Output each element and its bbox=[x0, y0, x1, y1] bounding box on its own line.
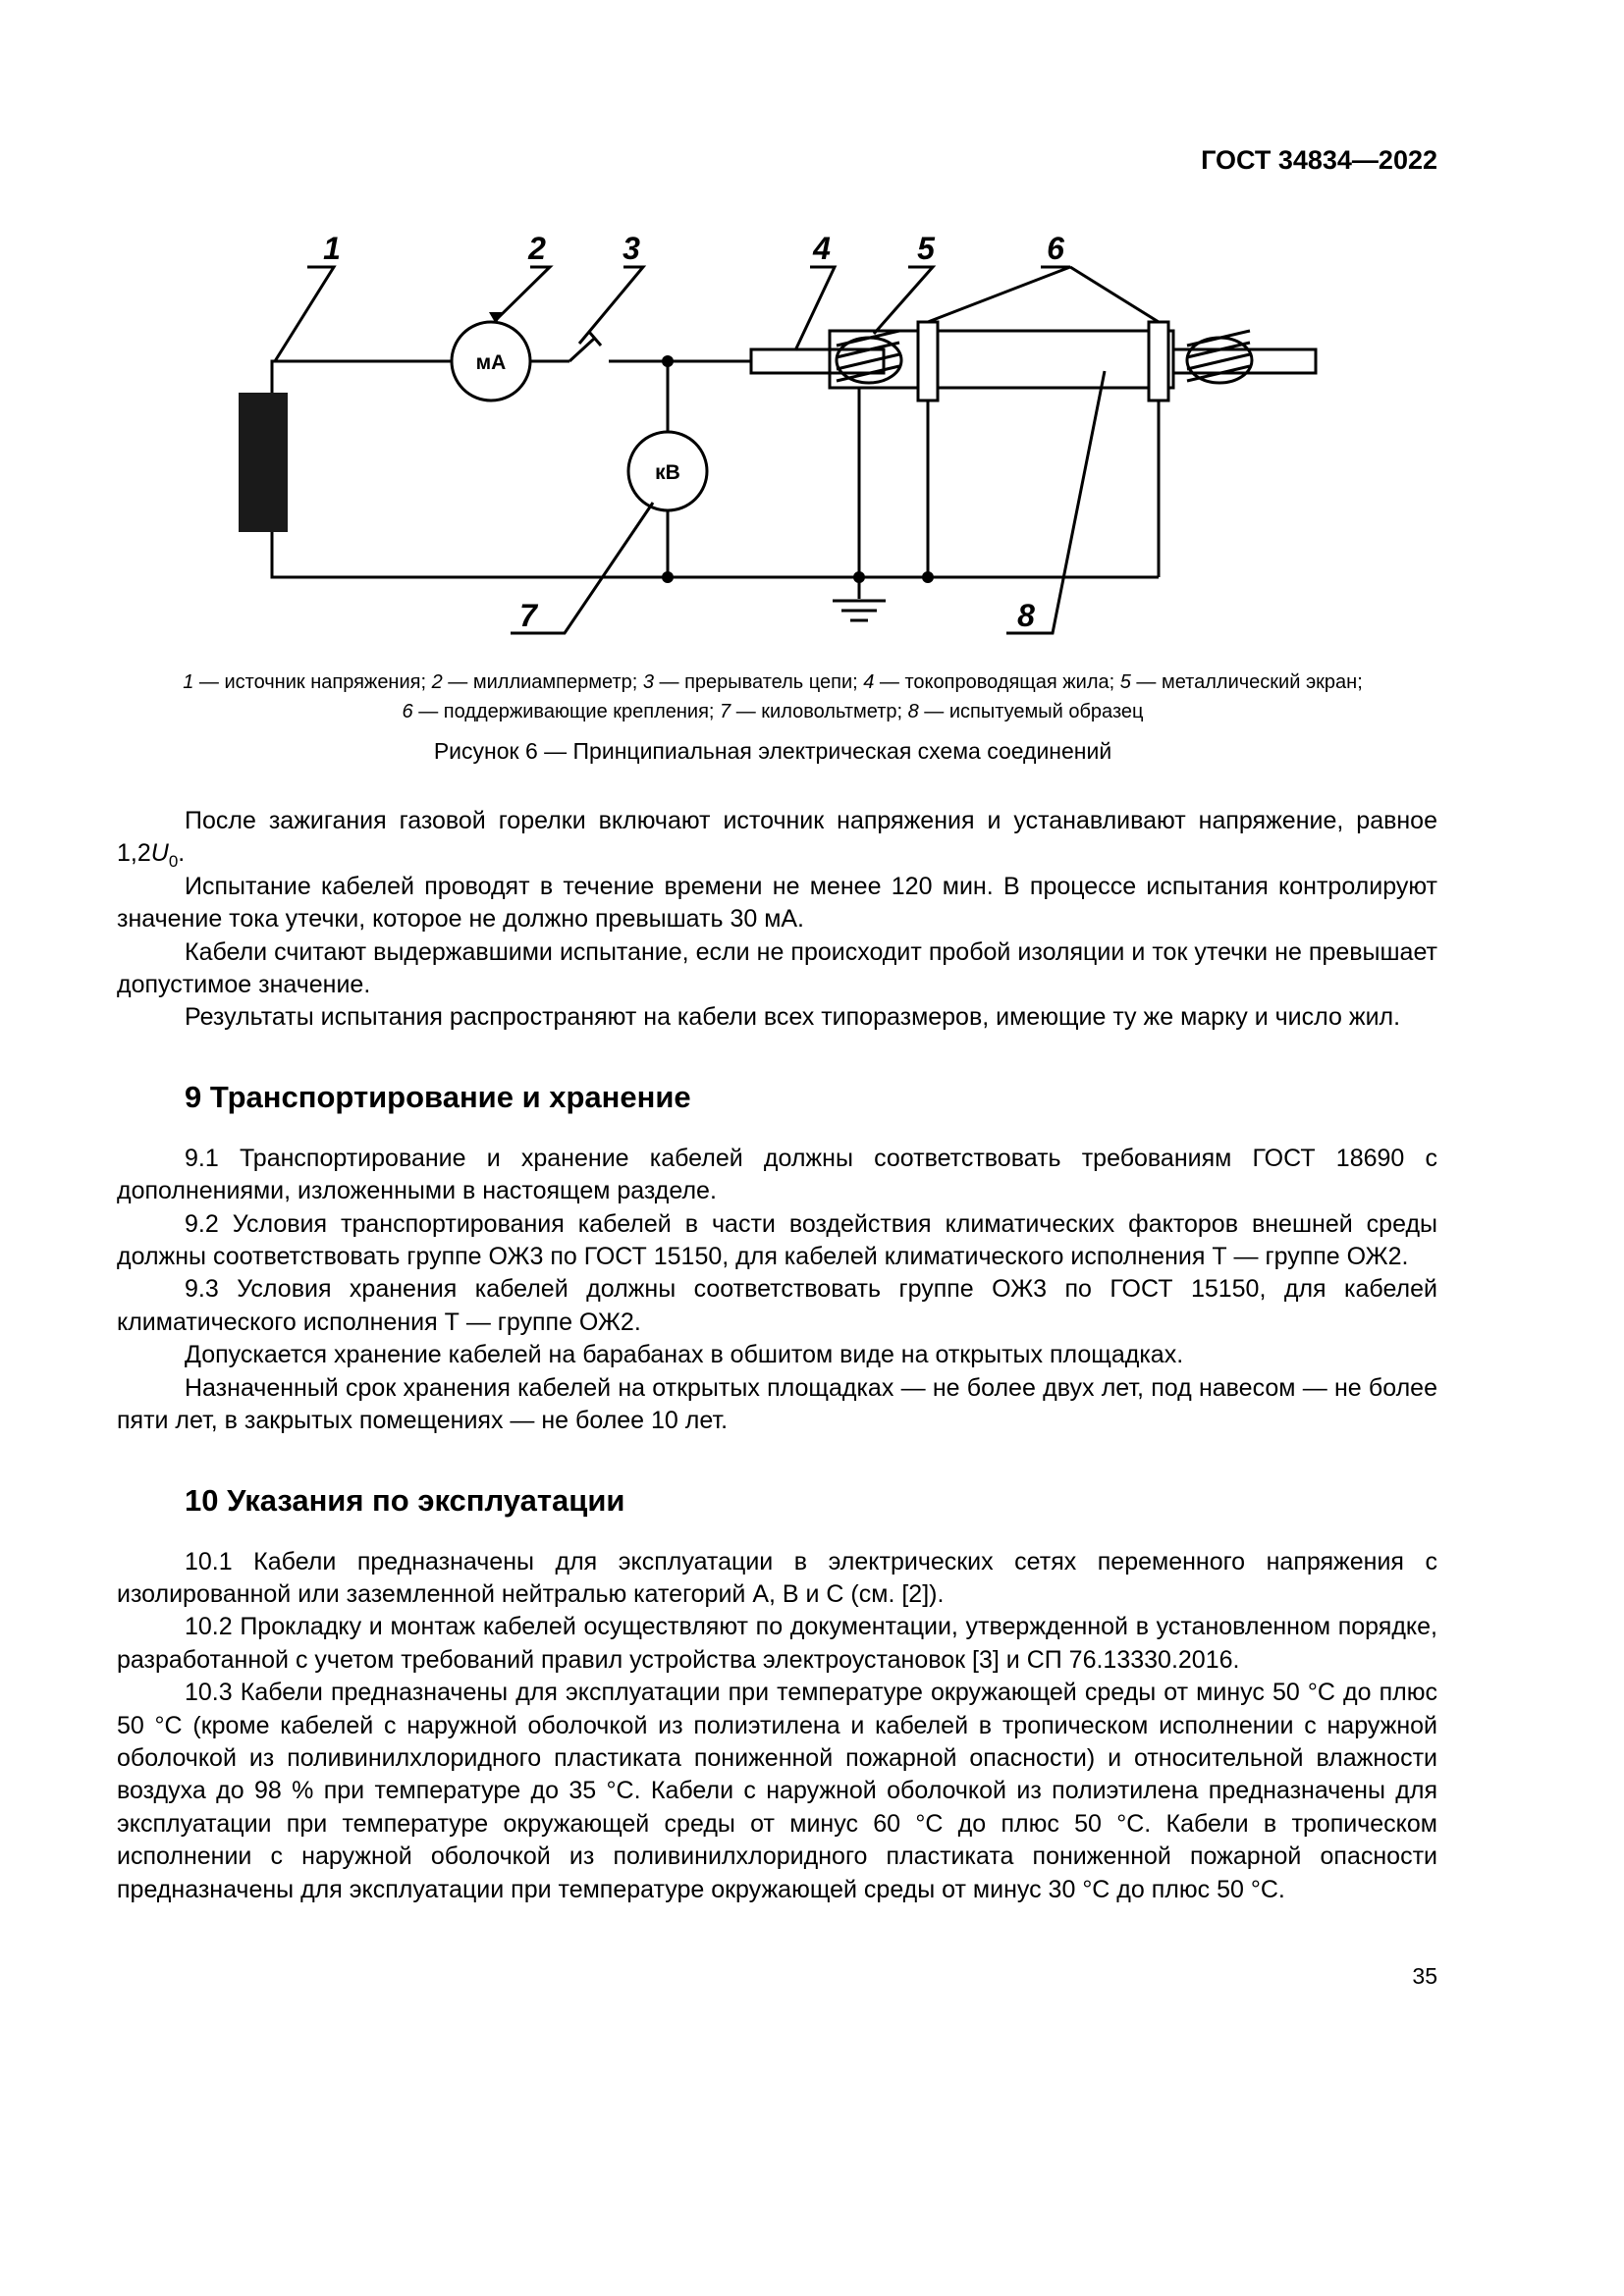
callout-7: 7 bbox=[519, 598, 537, 633]
paragraph-end: . bbox=[178, 839, 186, 868]
section-10-heading: 10 Указания по эксплуатации bbox=[185, 1482, 625, 1518]
section-9-heading: 9 Транспортирование и хранение bbox=[185, 1079, 691, 1114]
paragraph: 9.3 Условия хранения кабелей должны соответствовать группе ОЖ3 по ГОСТ 15150, для кабелей климатического исполнения Т — группе ОЖ2. bbox=[117, 1275, 1437, 1336]
legend-num: 7 bbox=[720, 701, 731, 722]
main-text bbox=[117, 805, 1437, 1906]
paragraph: 10.1 Кабели предназначены для эксплуатации в электрических сетях переменного напряжения с изолированной или заземленной нейтралью категорий А, В и С (см. [2]). bbox=[117, 1547, 1437, 1608]
paragraph: Назначенный срок хранения кабелей на открытых площадках — не более двух лет, под навесом — не более пяти лет, в закрытых помещениях — не более 10 лет. bbox=[117, 1373, 1437, 1435]
metal-screen-left bbox=[837, 331, 901, 383]
legend-text: — металлический экран; bbox=[1130, 671, 1363, 693]
support-left bbox=[918, 322, 938, 400]
leader-6a bbox=[928, 267, 1070, 322]
voltage-subscript: 0 bbox=[168, 852, 179, 872]
kilovoltmeter-label: кВ bbox=[655, 461, 680, 484]
conductor-right bbox=[1173, 349, 1316, 373]
legend-num: 6 bbox=[402, 701, 413, 722]
paragraph: 9.1 Транспортирование и хранение кабелей должны соответствовать требованиям ГОСТ 18690 с дополнениями, изложенными в настоящем разделе. bbox=[117, 1144, 1437, 1205]
legend-text: — источник напряжения; bbox=[193, 671, 432, 693]
leader-1 bbox=[275, 267, 334, 361]
legend-text: — поддерживающие крепления; bbox=[412, 701, 721, 722]
figure-legend bbox=[108, 667, 1437, 726]
paragraph: Испытание кабелей проводят в течение времени не менее 120 мин. В процессе испытания контролируют значение тока утечки, которое не должно превышать 30 мА. bbox=[117, 872, 1437, 934]
callout-6: 6 bbox=[1047, 231, 1064, 266]
paragraph: 10.2 Прокладку и монтаж кабелей осуществляют по документации, утвержденной в установленном порядке, разработанной с учетом требований правил устройства электроустановок [3] и СП 76.13330.2016. bbox=[117, 1613, 1437, 1674]
legend-text: — киловольтметр; bbox=[731, 701, 908, 722]
callout-4: 4 bbox=[813, 231, 831, 266]
circuit-diagram bbox=[108, 216, 1516, 648]
paragraph: Допускается хранение кабелей на барабанах в обшитом виде на открытых площадках. bbox=[185, 1341, 1184, 1369]
junction-dot bbox=[922, 571, 934, 583]
metal-screen-right bbox=[1187, 331, 1252, 383]
wire-bottom-bus bbox=[272, 532, 1159, 577]
callout-2: 2 bbox=[528, 231, 546, 266]
voltage-symbol: U bbox=[150, 839, 169, 868]
paragraph: 10.3 Кабели предназначены для эксплуатации при температуре окружающей среды от минус 50 °С до плюс 50 °С (кроме кабелей с наружной оболочкой из полиэтилена и кабелей в тропическом исполнении с наружной оболочкой из поливинилхлоридного пластиката пониженной пожарной опасности) и относительной влажности воздуха до 98 % при температуре до 35 °С. Кабели с наружной оболочкой из полиэтилена предназначены для эксплуатации при температуре окружающей среды от минус 60 °С до плюс 50 °С. Кабели в тропическом исполнении с наружной оболочкой из поливинилхлоридного пластиката пониженной пожарной опасности предназначены для эксплуатации при температуре окружающей среды от минус 30 °С до плюс 50 °С. bbox=[117, 1679, 1437, 1903]
ground-icon bbox=[833, 601, 886, 620]
junction-dot bbox=[662, 571, 674, 583]
legend-num: 4 bbox=[863, 671, 875, 693]
legend-num: 1 bbox=[183, 671, 194, 693]
paragraph bbox=[117, 805, 1437, 871]
leader-2 bbox=[496, 267, 550, 320]
legend-num: 8 bbox=[907, 701, 919, 722]
document-header: ГОСТ 34834—2022 bbox=[1201, 145, 1437, 175]
paragraph-text: После зажигания газовой горелки включают источник напряжения и устанавливают напряжение, равное 1,2 bbox=[117, 807, 1437, 868]
circuit-svg bbox=[108, 216, 1516, 648]
wire-source-to-ma bbox=[272, 361, 452, 393]
legend-num: 2 bbox=[431, 671, 443, 693]
junction-dot bbox=[662, 355, 674, 367]
callout-8: 8 bbox=[1017, 598, 1035, 633]
support-right bbox=[1149, 322, 1168, 400]
junction-dot bbox=[853, 571, 865, 583]
callout-5: 5 bbox=[917, 231, 935, 266]
legend-text: — токопроводящая жила; bbox=[874, 671, 1120, 693]
page-number: 35 bbox=[1412, 1963, 1437, 1989]
leader-8 bbox=[1006, 371, 1105, 633]
paragraph: Результаты испытания распространяют на кабели всех типоразмеров, имеющие ту же марку и число жил. bbox=[185, 1003, 1401, 1032]
paragraph: Кабели считают выдержавшими испытание, если не происходит пробой изоляции и ток утечки не превышает допустимое значение. bbox=[117, 937, 1437, 999]
legend-num: 5 bbox=[1119, 671, 1131, 693]
legend-text: — прерыватель цепи; bbox=[653, 671, 864, 693]
legend-num: 3 bbox=[642, 671, 654, 693]
legend-text: — миллиамперметр; bbox=[442, 671, 643, 693]
paragraph: 9.2 Условия транспортирования кабелей в части воздействия климатических факторов внешней среды должны соответствовать группе ОЖ3 по ГОСТ 15150, для кабелей климатического исполнения Т — группе ОЖ2. bbox=[117, 1209, 1437, 1271]
figure-caption: Рисунок 6 — Принципиальная электрическая схема соединений bbox=[433, 738, 1112, 764]
voltage-source bbox=[239, 393, 288, 532]
callout-1: 1 bbox=[323, 231, 341, 266]
callout-3: 3 bbox=[623, 231, 640, 266]
legend-text: — испытуемый образец bbox=[918, 701, 1144, 722]
milliammeter-label: мА bbox=[475, 351, 507, 374]
leader-6b bbox=[1070, 267, 1159, 322]
